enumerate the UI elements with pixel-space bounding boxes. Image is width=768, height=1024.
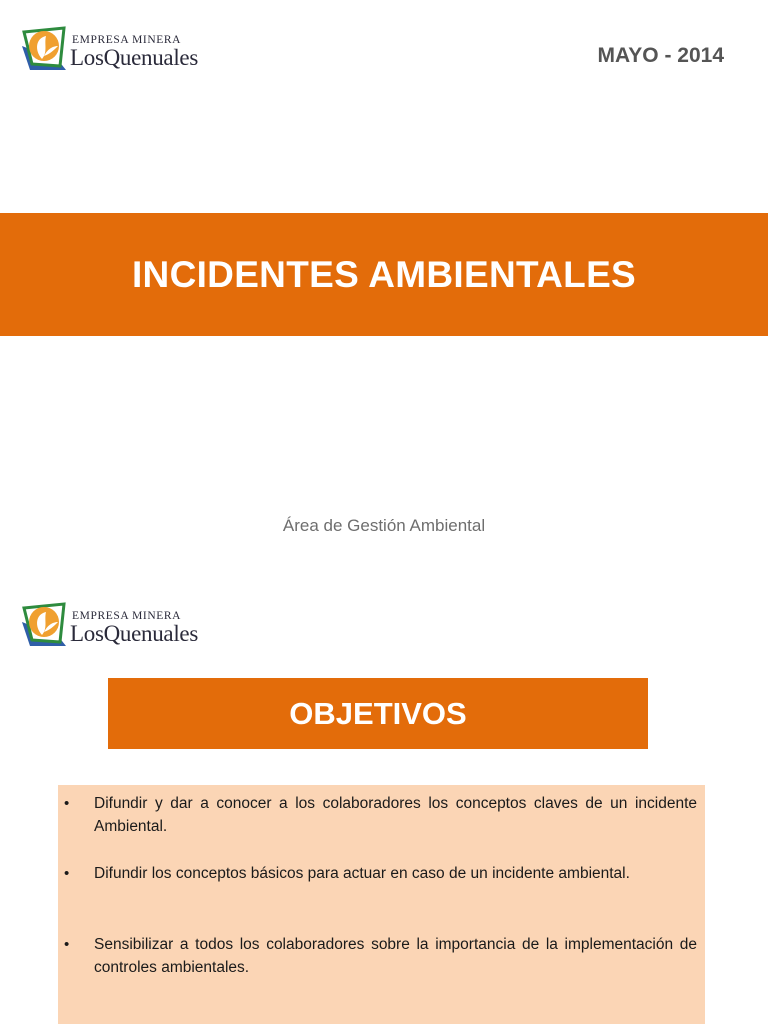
objectives-banner: [108, 678, 648, 749]
bullet-text: Sensibilizar a todos los colaboradores sobre la importancia de la implementación de controles ambientales.: [94, 936, 697, 976]
objectives-heading: OBJETIVOS: [289, 695, 467, 731]
bullet-text: Difundir y dar a conocer a los colaboradores los conceptos claves de un incidente Ambiental.: [94, 795, 697, 835]
bullet-text: Difundir los conceptos básicos para actuar en caso de un incidente ambiental.: [94, 865, 630, 882]
company-logo: [20, 26, 230, 80]
logo-line-1: EMPRESA MINERA: [72, 34, 182, 46]
title-banner: [0, 213, 768, 336]
logo-emblem-icon: [20, 602, 68, 650]
objectives-box: [58, 785, 705, 1024]
logo-line-2: LosQuenuales: [70, 45, 198, 70]
bullet-icon: •: [64, 865, 70, 882]
logo-emblem-icon: [20, 26, 68, 74]
slide-subtitle: Área de Gestión Ambiental: [282, 516, 486, 535]
bullet-icon: •: [64, 936, 70, 953]
company-logo-slide2: [20, 602, 230, 656]
logo-line-1: EMPRESA MINERA: [72, 610, 182, 622]
slide-title: INCIDENTES AMBIENTALES: [131, 253, 637, 295]
logo-line-2: LosQuenuales: [70, 621, 198, 646]
presentation-date: MAYO - 2014: [597, 44, 724, 67]
bullet-icon: •: [64, 795, 70, 812]
